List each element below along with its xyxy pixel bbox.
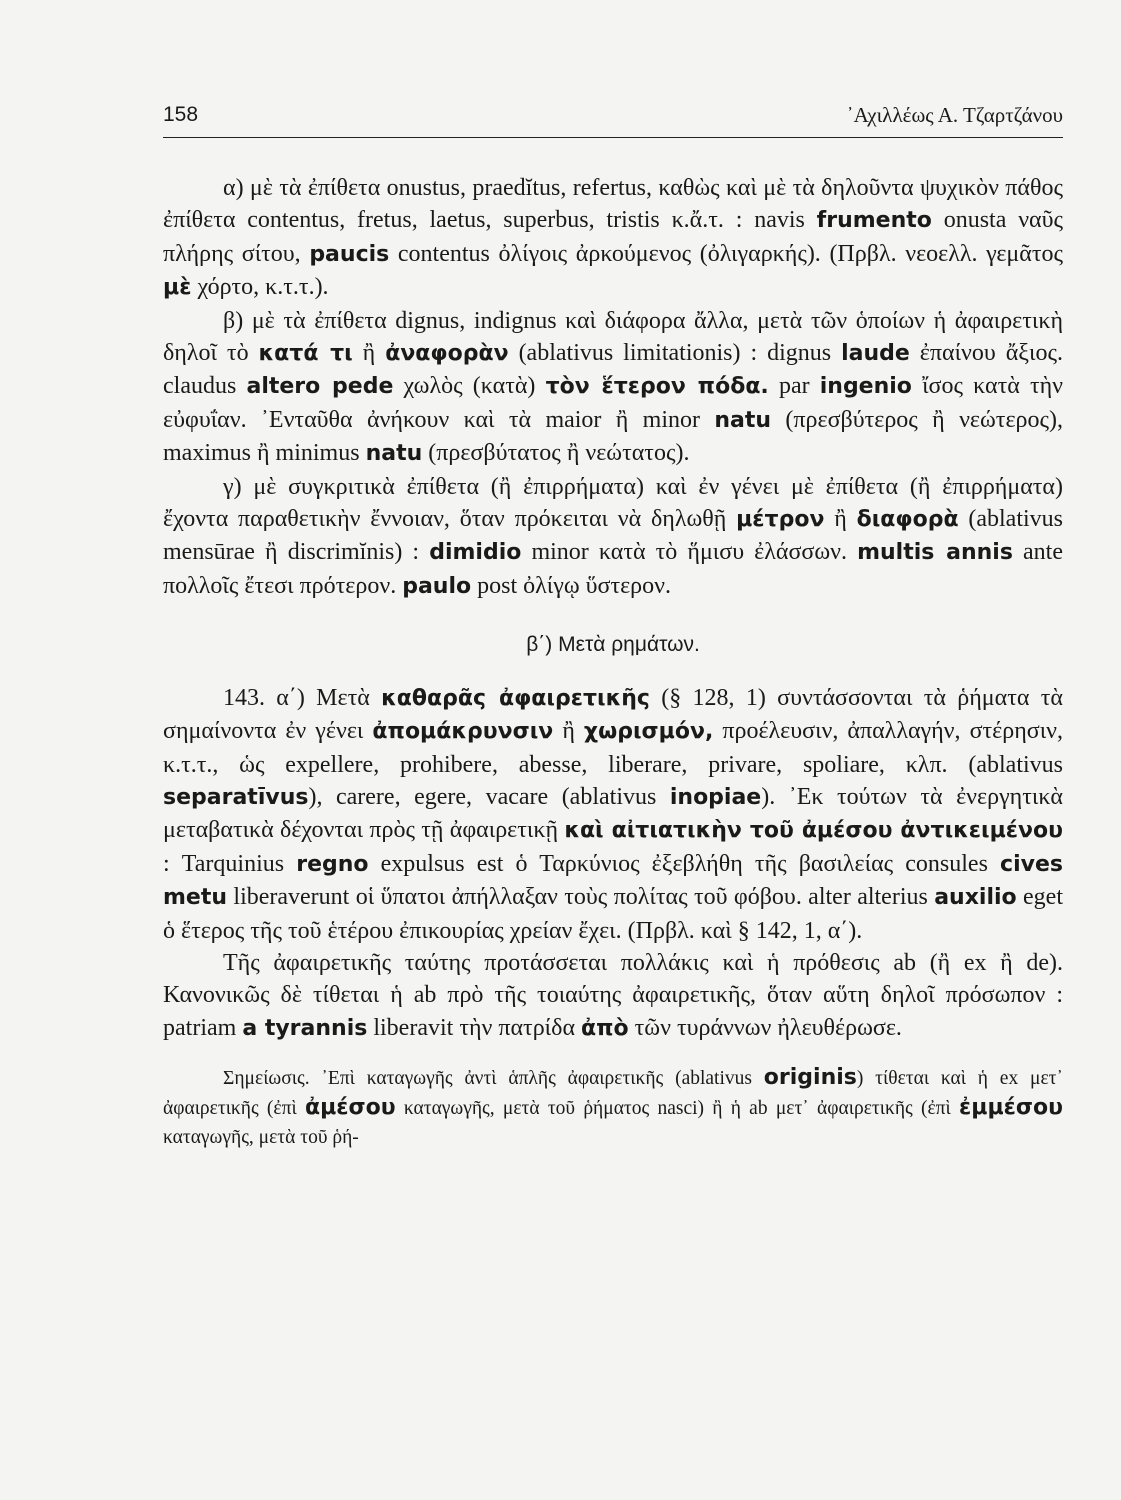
- text-run: προέλευσιν, ἀπαλλαγήν, στέρησιν, κ.τ.τ., ὡς expellere, prohibere, abesse, liberare, privare, spoliare, κλπ. (ablativus: [163, 718, 1063, 778]
- emphasized-term: ἐμμέσου: [959, 1095, 1063, 1121]
- text-run: γ) μὲ συγκριτικὰ ἐπίθετα (ἢ ἐπιρρήματα) καὶ ἐν γένει μὲ ἐπίθετα (ἢ ἐπιρρήματα) ἔχοντα παραθετικὴν ἔννοιαν, ὅταν πρόκειται νὰ δηλωθῇ: [163, 473, 1063, 533]
- emphasized-term: κατά τι: [258, 341, 353, 367]
- text-run: eget ὁ ἕτερος τῆς τοῦ ἑτέρου ἐπικουρίας χρείαν ἔχει. (Πρβλ. καὶ § 142, 1, α΄).: [163, 884, 1063, 944]
- page-header: [163, 103, 1063, 138]
- text-run: (πρεσβύτερος ἢ νεώτερος), maximus ἢ minimus: [163, 406, 1063, 467]
- emphasized-term: multis annis: [857, 540, 1013, 566]
- text-run: α) μὲ τὰ ἐπίθετα onustus, praedĭtus, refertus, καθὼς καὶ μὲ τὰ δηλοῦντα ψυχικὸν πάθος ἐπίθετα contentus, fretus, laetus, superbus, tristis κ.ἄ.τ. : navis: [163, 175, 1063, 234]
- emphasized-term: χωρισμόν,: [583, 719, 714, 745]
- emphasized-term: inopiae: [669, 784, 762, 810]
- text-run: καταγωγῆς, μετὰ τοῦ ῥή-: [163, 1127, 359, 1149]
- text-run: ) τίθεται καὶ ἡ ex μετ᾿ ἀφαιρετικῆς (ἐπὶ: [163, 1068, 1063, 1120]
- emphasized-term: καθαρᾶς ἀφαιρετικῆς: [381, 685, 650, 711]
- text-run: καταγωγῆς, μετὰ τοῦ ῥήματος nasci) ἢ ἡ ab μετ᾿ ἀφαιρετικῆς (ἐπὶ: [395, 1098, 960, 1120]
- text-run: (πρεσβύτατος ἢ νεώτατος).: [422, 440, 690, 467]
- emphasized-term: μέτρον: [736, 507, 825, 533]
- emphasized-term: auxilio: [934, 885, 1017, 911]
- text-run: (ablativus limitationis) : dignus: [508, 340, 842, 367]
- emphasized-term: paucis: [309, 241, 390, 267]
- text-run: post ὀλίγῳ ὕστερον.: [471, 572, 671, 599]
- emphasized-term: a tyrannis: [242, 1015, 368, 1041]
- text-run: liberaverunt οἱ ὕπατοι ἀπήλλαξαν τοὺς πολίτας τοῦ φόβου. alter alterius: [227, 884, 935, 911]
- paragraph-preposition: [163, 947, 1063, 1045]
- text-run: Τῆς ἀφαιρετικῆς ταύτης προτάσσεται πολλάκις καὶ ἡ πρόθεσις ab (ἢ ex ἢ de). Κανονικῶς δὲ τίθεται ἡ ab πρὸ τῆς τοιαύτης ἀφαιρετικῆς, ὅταν αὕτη δηλοῖ πρόσωπον : patriam: [163, 949, 1063, 1041]
- paragraph-143: [163, 682, 1063, 947]
- page-number: 158: [163, 103, 199, 126]
- emphasized-term: ἀπὸ: [581, 1015, 629, 1041]
- emphasized-term: cives metu: [163, 851, 1063, 911]
- text-run: contentus ὀλίγοις ἀρκούμενος (ὀλιγαρκής). (Πρβλ. νεοελλ. γεμᾶτος: [389, 240, 1063, 267]
- emphasized-term: regno: [296, 851, 369, 877]
- text-run: onusta ναῦς πλήρης σίτου,: [163, 207, 1064, 267]
- emphasized-term: ingenio: [819, 374, 912, 400]
- text-run: liberavit τὴν πατρίδα: [367, 1014, 582, 1041]
- text-run: ἢ: [553, 718, 584, 745]
- text-run: ἴσος κατὰ τὴν εὐφυΐαν. ᾿Ενταῦθα ἀνήκουν καὶ τὰ maior ἢ minor: [163, 373, 1063, 433]
- emphasized-term: μὲ: [163, 275, 192, 301]
- emphasized-term: ἀπομάκρυνσιν: [372, 719, 554, 745]
- emphasized-term: ἀμέσου: [304, 1095, 396, 1121]
- emphasized-term: frumento: [816, 208, 932, 234]
- emphasized-term: originis: [763, 1065, 857, 1091]
- emphasized-term: altero pede: [246, 374, 394, 400]
- emphasized-term: paulo: [402, 573, 472, 599]
- text-run: ). ᾿Εκ τούτων τὰ ἐνεργητικὰ μεταβατικὰ δέχονται πρὸς τῇ ἀφαιρετικῇ: [163, 783, 1064, 844]
- paragraph-alpha: [163, 172, 1063, 305]
- running-title: ᾿Αχιλλέως Α. Τζαρτζάνου: [846, 103, 1063, 127]
- footnote-remark: [163, 1063, 1063, 1152]
- emphasized-term: διαφορὰ: [856, 507, 959, 533]
- paragraph-gamma: [163, 471, 1063, 604]
- page-body: [163, 172, 1063, 1152]
- text-run: ), carere, egere, vacare (ablativus: [308, 783, 670, 810]
- text-run: ἐπαίνου ἄξιος. claudus: [163, 340, 1063, 400]
- emphasized-term: laude: [841, 341, 910, 367]
- text-run: χόρτο, κ.τ.τ.).: [191, 274, 329, 301]
- emphasized-term: separatīvus: [163, 784, 309, 810]
- emphasized-term: τὸν ἕτερον πόδα.: [545, 374, 769, 400]
- text-run: ante πολλοῖς ἔτεσι πρότερον.: [163, 539, 1063, 599]
- text-run: ἢ: [824, 506, 857, 533]
- emphasized-term: dimidio: [429, 540, 522, 566]
- text-run: : Tarquinius: [163, 850, 297, 877]
- text-run: ἢ: [352, 340, 386, 367]
- emphasized-term: καὶ αἰτιατικὴν τοῦ ἀμέσου ἀντικειμένου: [564, 818, 1063, 844]
- text-run: Σημείωσις. ᾿Επὶ καταγωγῆς ἀντὶ ἁπλῆς ἀφαιρετικῆς (ablativus: [223, 1068, 764, 1090]
- text-run: minor κατὰ τὸ ἥμισυ ἐλάσσων.: [521, 539, 858, 566]
- section-subheading: β΄) Μετὰ ρημάτων.: [526, 633, 700, 657]
- emphasized-term: ἀναφορὰν: [385, 341, 509, 367]
- text-run: β) μὲ τὰ ἐπίθετα dignus, indignus καὶ διάφορα ἄλλα, μετὰ τῶν ὁποίων ἡ ἀφαιρετικὴ δηλοῖ τὸ: [163, 307, 1063, 367]
- emphasized-term: natu: [365, 441, 423, 467]
- text-run: expulsus est ὁ Ταρκύνιος ἐξεβλήθη τῆς βασιλείας consules: [368, 850, 1001, 877]
- emphasized-term: natu: [714, 407, 772, 433]
- text-run: par: [768, 373, 820, 400]
- paragraph-beta: [163, 305, 1063, 471]
- text-run: χωλὸς (κατὰ): [393, 373, 546, 400]
- text-run: 143. α΄) Μετὰ: [223, 684, 382, 711]
- text-run: (ablativus mensūrae ἢ discrimĭnis) :: [163, 506, 1064, 566]
- text-run: (§ 128, 1) συντάσσονται τὰ ῥήματα τὰ σημαίνοντα ἐν γένει: [163, 684, 1063, 745]
- text-run: τῶν τυράννων ἠλευθέρωσε.: [628, 1014, 902, 1041]
